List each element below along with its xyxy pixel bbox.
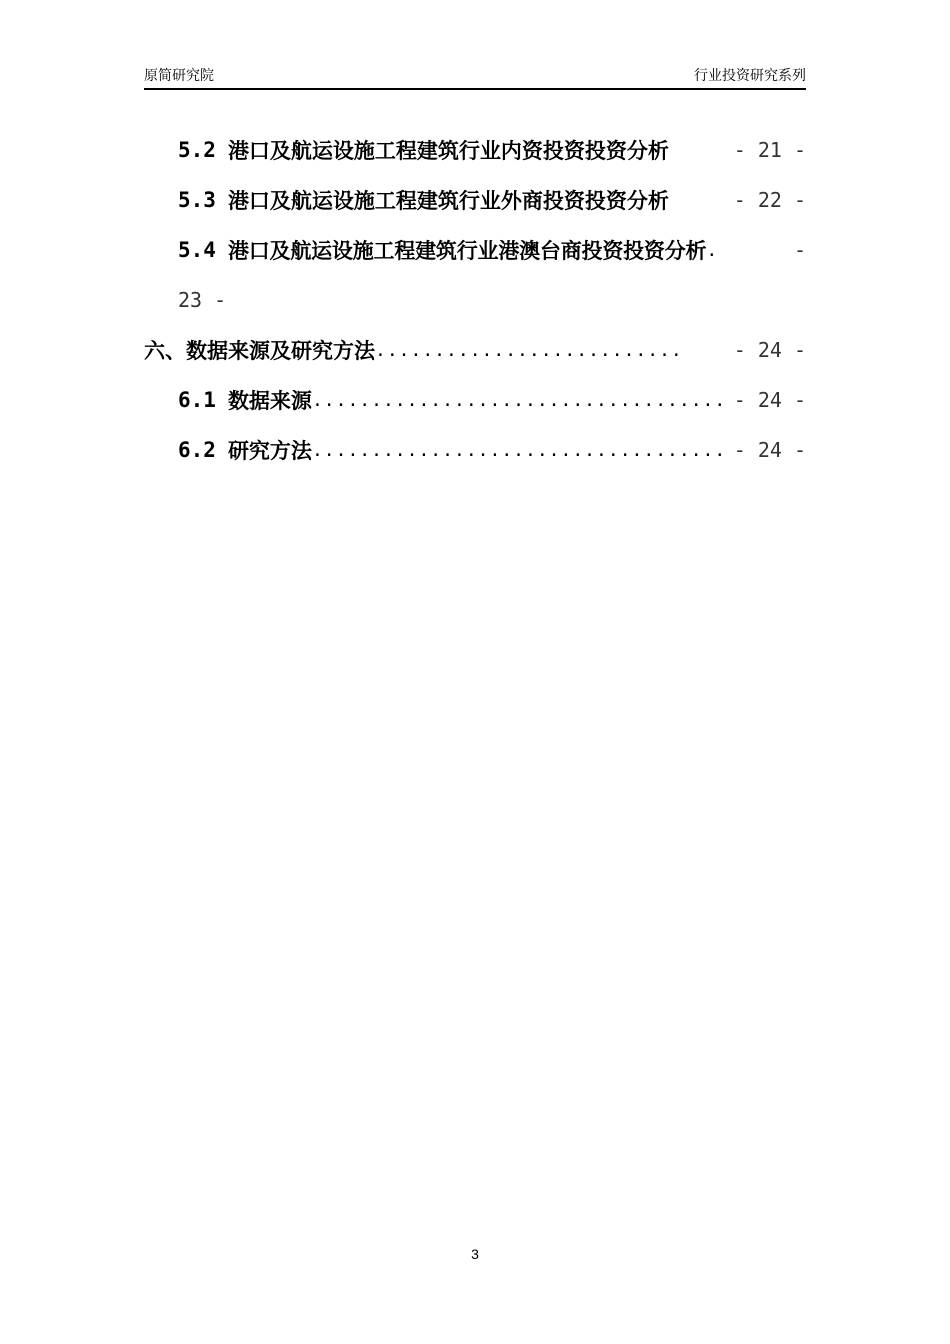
toc-entry-title: 港口及航运设施工程建筑行业内资投资投资分析 xyxy=(227,139,669,163)
toc-entry-5-4-continuation: 23 - xyxy=(178,288,227,312)
toc-entry-6-2[interactable] xyxy=(144,425,806,475)
toc-entry-6-1[interactable] xyxy=(144,375,806,425)
toc-entry-number: 5.2 xyxy=(178,138,216,162)
header-series-name: 行业投资研究系列 xyxy=(694,68,806,84)
toc-leader-dots: . xyxy=(706,239,719,261)
page-number: 3 xyxy=(471,1246,479,1262)
toc-leader-dots: ................................... xyxy=(311,439,727,461)
toc-entry-page: - 24 - xyxy=(733,388,806,412)
toc-entry-page: - 24 - xyxy=(733,338,806,362)
toc-entry-title: 港口及航运设施工程建筑行业港澳台商投资投资分析 xyxy=(227,239,707,263)
toc-entry-number: 6.2 xyxy=(178,438,216,462)
toc-entry-title: 六、数据来源及研究方法 xyxy=(144,339,375,363)
toc-entry-5-4[interactable] xyxy=(144,225,806,275)
toc-entry-5-2[interactable] xyxy=(144,125,806,175)
toc-entry-title: 研究方法 xyxy=(227,439,312,463)
toc-entry-title: 数据来源 xyxy=(227,389,312,413)
toc-entry-5-3[interactable] xyxy=(144,175,806,225)
toc-entry-section-6[interactable] xyxy=(144,325,806,375)
toc-leader-dots: ................................... xyxy=(311,389,727,411)
toc-leader-dots: .......................... xyxy=(375,339,683,361)
toc-entry-page: - 21 - xyxy=(733,138,806,162)
toc-entry-number: 6.1 xyxy=(178,388,216,412)
page-header xyxy=(144,66,806,90)
toc-entry-page: - 24 - xyxy=(733,438,806,462)
header-org-name: 原简研究院 xyxy=(144,68,214,84)
toc-entry-page: - 22 - xyxy=(733,188,806,212)
toc-entry-page: - xyxy=(793,238,806,262)
table-of-contents xyxy=(144,125,806,475)
toc-entry-number: 5.3 xyxy=(178,188,216,212)
toc-entry-number: 5.4 xyxy=(178,238,216,262)
toc-entry-title: 港口及航运设施工程建筑行业外商投资投资分析 xyxy=(227,189,669,213)
